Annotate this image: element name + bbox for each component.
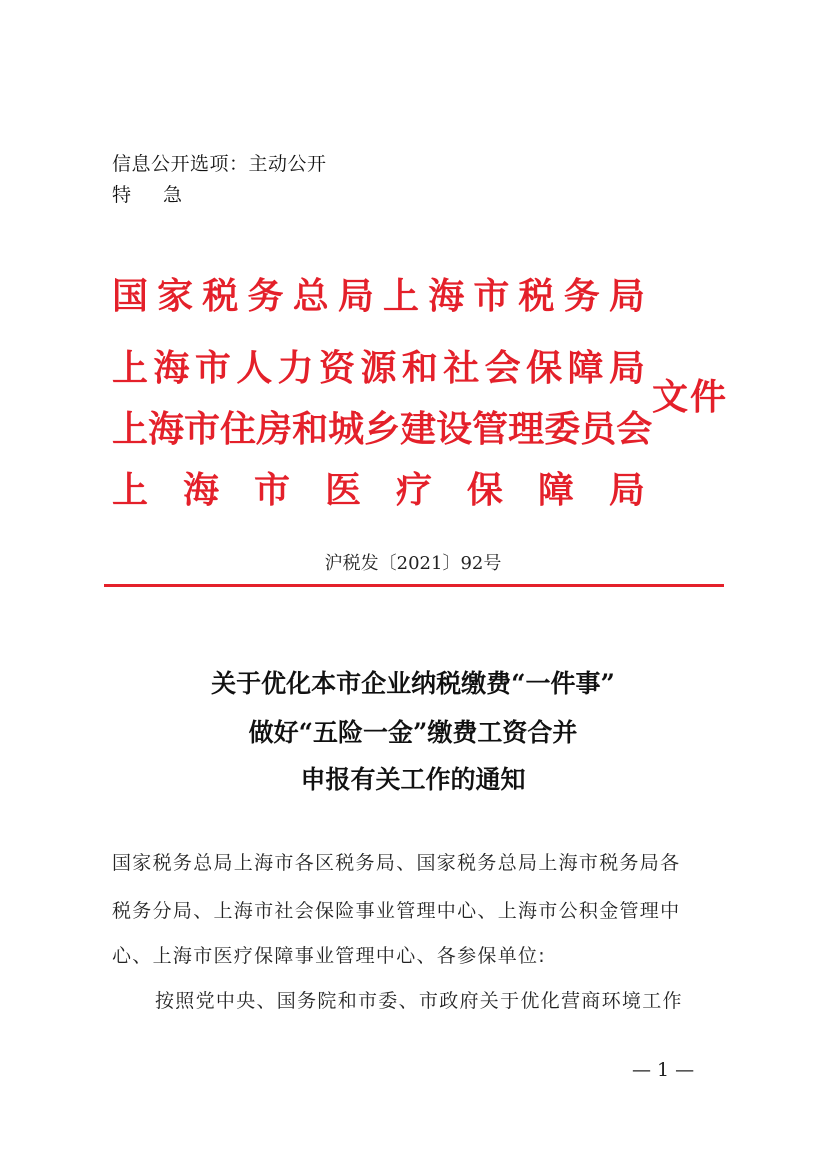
urgency-label: [112, 180, 182, 207]
disclosure-option: 信息公开选项：主动公开: [112, 153, 327, 175]
agency-char: 上: [112, 409, 149, 450]
agency-char: 会: [616, 409, 653, 450]
agency-char: 上: [112, 470, 149, 511]
agency-char: 城: [328, 409, 365, 450]
agency-char: 上: [112, 348, 149, 389]
agency-char: 税: [518, 276, 555, 317]
agency-char: 局: [608, 276, 645, 317]
notice-title-line-2: 做好“五险一金”缴费工资合并: [248, 718, 578, 747]
agency-char: 上: [383, 276, 420, 317]
issuing-agency-tax-bureau: [112, 268, 645, 326]
agency-char: 国: [112, 276, 149, 317]
addressee-line-1: 国家税务总局上海市各区税务局、国家税务总局上海市税务局各: [112, 852, 681, 874]
urgency-char-2: 急: [163, 184, 183, 206]
agency-char: 资: [319, 348, 356, 389]
notice-title-line-3: 申报有关工作的通知: [300, 765, 526, 794]
addressee-line-3: 心、上海市医疗保障事业管理中心、各参保单位:: [112, 945, 547, 967]
agency-char: 疗: [395, 470, 432, 511]
agency-char: 委: [544, 409, 581, 450]
agency-char: 房: [256, 409, 293, 450]
agency-char: 务: [563, 276, 600, 317]
agency-char: 市: [253, 470, 290, 511]
red-divider-line: [104, 584, 724, 587]
agency-char: 海: [182, 470, 219, 511]
body-paragraph-1: 按照党中央、国务院和市委、市政府关于优化营商环境工作: [155, 990, 683, 1012]
agency-char: 乡: [364, 409, 401, 450]
issuing-agency-hr-social-security: [112, 340, 645, 398]
agency-char: 障: [567, 348, 604, 389]
agency-char: 和: [401, 348, 438, 389]
agency-char: 海: [148, 409, 185, 450]
urgency-char-1: 特: [112, 184, 132, 206]
agency-char: 力: [277, 348, 314, 389]
document-suffix: 文件: [652, 377, 729, 418]
agency-char: 海: [153, 348, 190, 389]
agency-char: 源: [360, 348, 397, 389]
agency-char: 局: [608, 348, 645, 389]
agency-char: 税: [202, 276, 239, 317]
agency-char: 局: [608, 470, 645, 511]
agency-char: 局: [337, 276, 374, 317]
agency-char: 管: [472, 409, 509, 450]
agency-char: 保: [526, 348, 563, 389]
page-number: — 1 —: [632, 1059, 695, 1081]
agency-char: 社: [443, 348, 480, 389]
agency-char: 总: [292, 276, 329, 317]
agency-char: 医: [324, 470, 361, 511]
agency-char: 设: [436, 409, 473, 450]
agency-char: 海: [428, 276, 465, 317]
document-number: 沪税发〔2021〕92号: [324, 553, 502, 574]
agency-char: 和: [292, 409, 329, 450]
agency-char: 建: [400, 409, 437, 450]
agency-char: 市: [194, 348, 231, 389]
issuing-agency-healthcare-security: [112, 462, 645, 520]
agency-char: 障: [537, 470, 574, 511]
notice-title-line-1: 关于优化本市企业纳税缴费“一件事”: [211, 669, 615, 698]
agency-char: 务: [247, 276, 284, 317]
agency-char: 会: [484, 348, 521, 389]
agency-char: 保: [466, 470, 503, 511]
agency-char: 住: [220, 409, 257, 450]
agency-char: 市: [473, 276, 510, 317]
issuing-agency-housing-construction: [112, 401, 653, 459]
agency-char: 理: [508, 409, 545, 450]
addressee-line-2: 税务分局、上海市社会保险事业管理中心、上海市公积金管理中: [112, 900, 681, 922]
agency-char: 家: [157, 276, 194, 317]
agency-char: 员: [580, 409, 617, 450]
agency-char: 人: [236, 348, 273, 389]
agency-char: 市: [184, 409, 221, 450]
